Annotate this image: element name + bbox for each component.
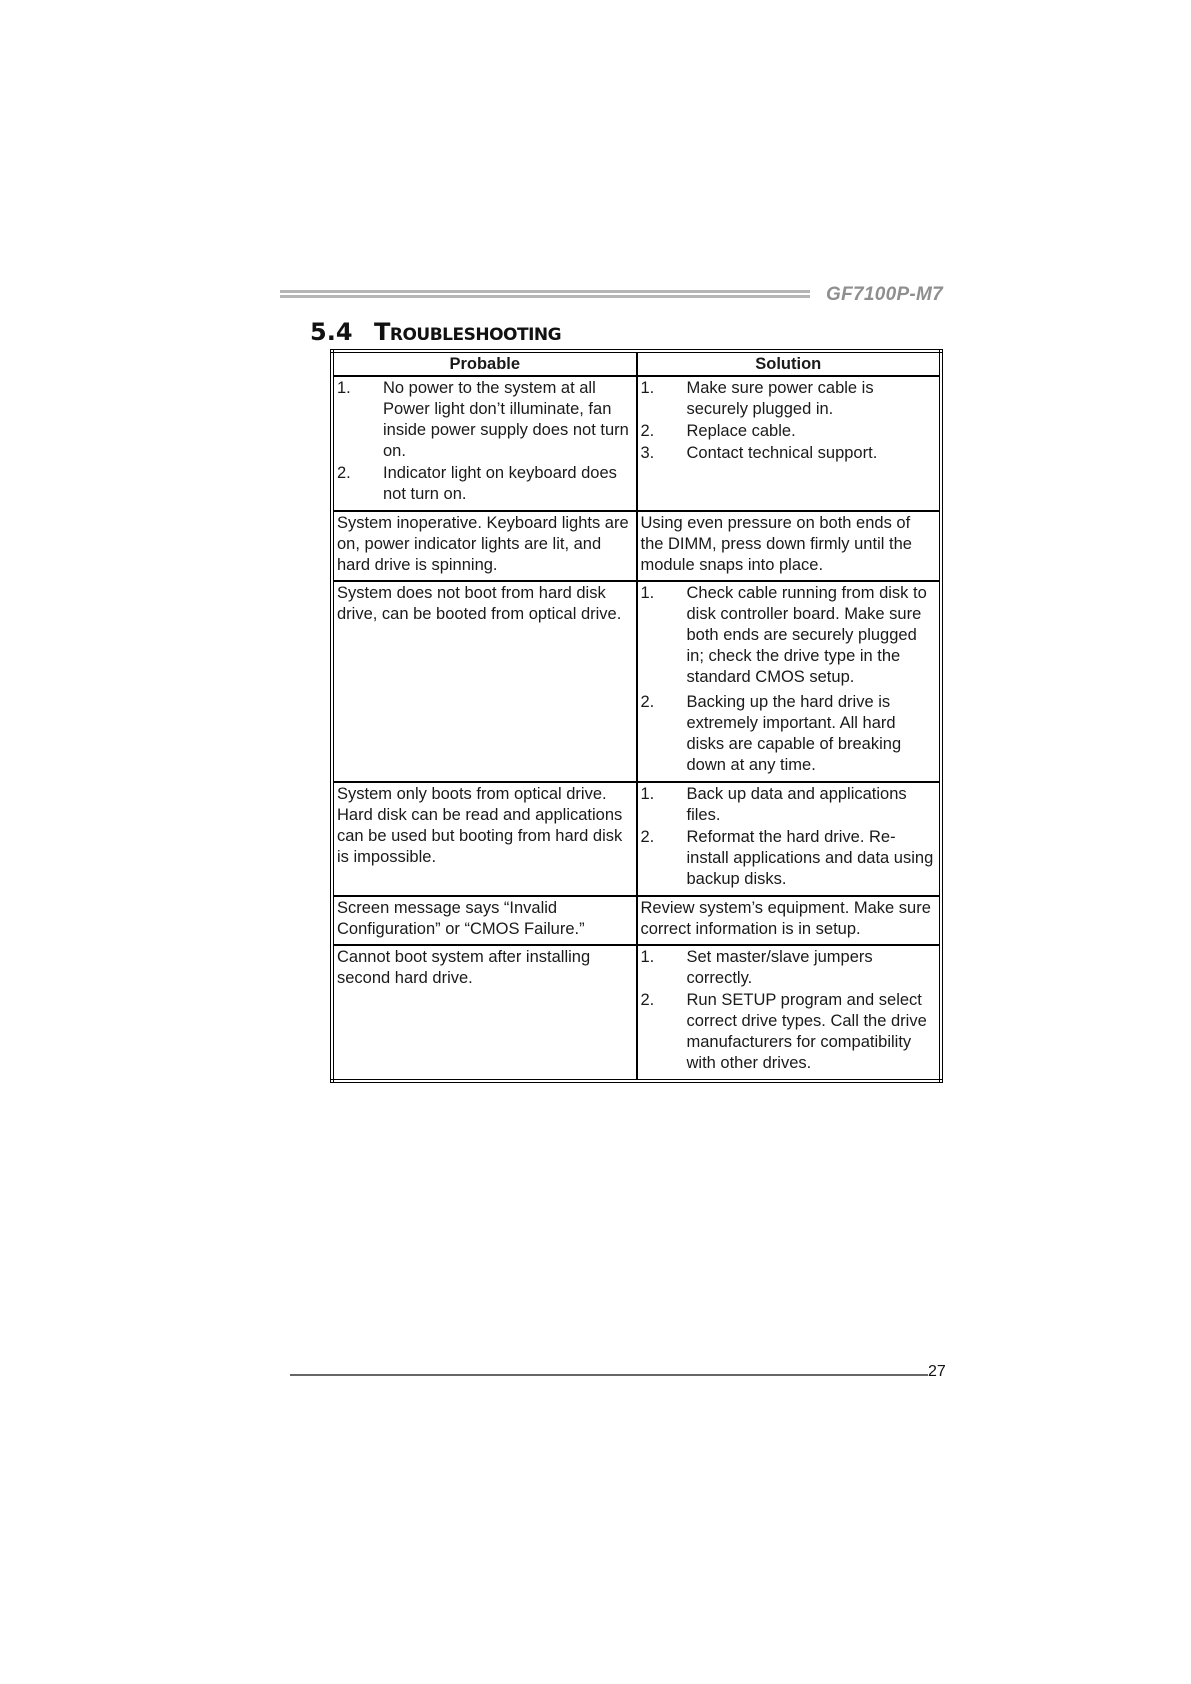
solution-cell: [637, 376, 942, 511]
list-item: 3. Contact technical support.: [640, 444, 878, 462]
footer-rule: [290, 1374, 928, 1376]
list-item: 1. Make sure power cable is securely plugged in.: [640, 379, 874, 418]
list-item: 2. Run SETUP program and select correct drive types. Call the drive manufacturers for compatibility with other drives.: [640, 991, 927, 1072]
probable-cell: System only boots from optical drive. Hard disk can be read and applications can be used but booting from hard disk is impossible.: [332, 782, 637, 896]
probable-header: Probable: [332, 351, 637, 376]
probable-cell: [332, 376, 637, 511]
solution-cell: Review system’s equipment. Make sure correct information is in setup.: [637, 896, 942, 945]
solution-cell: [637, 782, 942, 896]
table-row: [332, 896, 941, 945]
header-rule: [280, 290, 810, 298]
table-row: [332, 376, 941, 511]
list-item: 1. Back up data and applications files.: [640, 785, 907, 824]
table-header-row: [332, 351, 941, 376]
section-title: [310, 318, 561, 346]
model-name: GF7100P-M7: [826, 284, 944, 305]
table-row: [332, 511, 941, 581]
solution-cell: [637, 581, 942, 782]
troubleshooting-table: [330, 349, 943, 1083]
list-item: 1. Set master/slave jumpers correctly.: [640, 948, 873, 987]
probable-cell: Screen message says “Invalid Configuration” or “CMOS Failure.”: [332, 896, 637, 945]
list-item: 2. Backing up the hard drive is extremely important. All hard disks are capable of breaking down at any time.: [640, 693, 902, 774]
probable-cell: System does not boot from hard disk drive, can be booted from optical drive.: [332, 581, 637, 782]
probable-cell: Cannot boot system after installing second hard drive.: [332, 945, 637, 1081]
section-heading: Troubleshooting: [374, 318, 562, 346]
table-row: [332, 945, 941, 1081]
probable-cell: System inoperative. Keyboard lights are on, power indicator lights are lit, and hard drive is spinning.: [332, 511, 637, 581]
section-number: 5.4: [310, 318, 353, 346]
list-item: 1. No power to the system at all Power light don’t illuminate, fan inside power supply does not turn on.: [337, 379, 629, 460]
list-item: 2. Reformat the hard drive. Re-install applications and data using backup disks.: [640, 828, 934, 888]
solution-cell: [637, 945, 942, 1081]
solution-header: Solution: [637, 351, 942, 376]
list-item: 2. Indicator light on keyboard does not turn on.: [337, 464, 617, 503]
solution-cell: Using even pressure on both ends of the DIMM, press down firmly until the module snaps into place.: [637, 511, 942, 581]
table-row: [332, 782, 941, 896]
table-row: [332, 581, 941, 782]
list-item: 1. Check cable running from disk to disk controller board. Make sure both ends are securely plugged in; check the drive type in the standard CMOS setup.: [640, 584, 927, 686]
page-number: 27: [928, 1363, 946, 1380]
list-item: 2. Replace cable.: [640, 422, 796, 440]
